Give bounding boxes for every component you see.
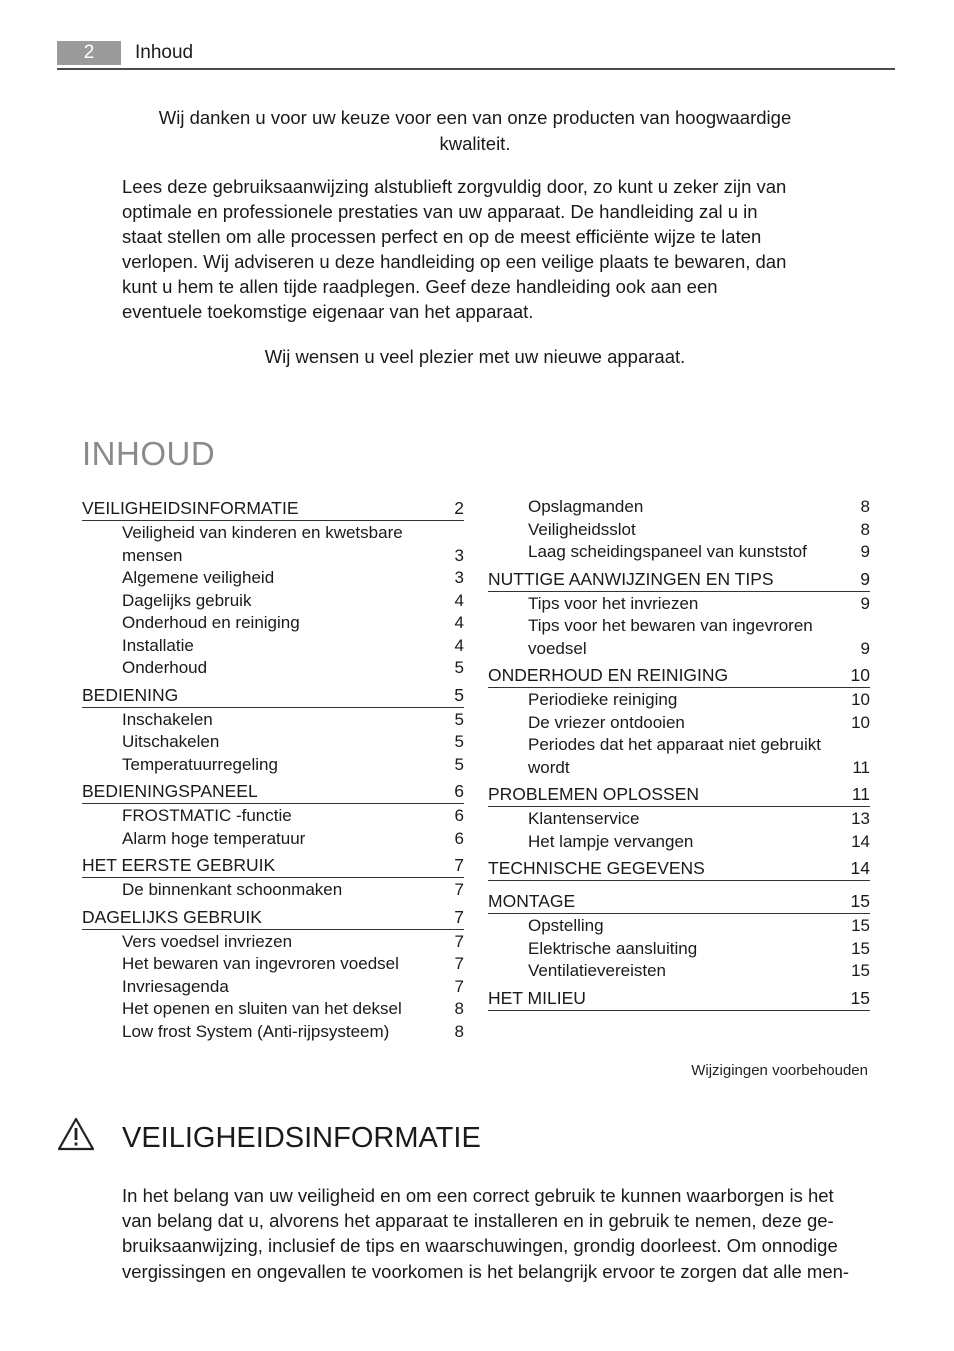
toc-section-page: 11 <box>851 784 870 804</box>
toc-entry-text: Invriesagenda <box>122 976 229 996</box>
toc-entry <box>122 657 464 680</box>
toc-entry-text: Uitschakelen <box>122 732 220 751</box>
toc-entry-page: 3 <box>454 568 464 587</box>
toc-entry-text: Installatie <box>122 635 194 655</box>
toc-entry-line <box>122 1021 464 1044</box>
toc-entry-line <box>122 635 464 658</box>
toc-section-heading <box>82 853 464 878</box>
changes-note: Wijzigingen voorbehouden <box>691 1062 868 1079</box>
page-number: 2 <box>57 41 121 65</box>
toc-entry-page: 7 <box>454 931 464 951</box>
toc-entry-line <box>528 638 870 661</box>
intro-thanks <box>122 105 828 156</box>
intro-line: Lees deze gebruiksaanwijzing alstublieft zorgvuldig door, zo kunt u zeker zijn van <box>122 176 787 197</box>
toc-section-items <box>488 592 870 664</box>
toc-entry-page: 14 <box>851 831 870 851</box>
toc-section <box>488 567 870 664</box>
toc-section-title: HET MILIEU <box>488 987 586 1008</box>
toc-entry <box>122 567 464 590</box>
toc-entry-text: Het openen en sluiten van het deksel <box>122 999 402 1018</box>
safety-line: bruiksaanwijzing, inclusief de tips en waarschuwingen, grondig doorleest. Om onnodige <box>122 1235 838 1257</box>
toc-entry-page: 15 <box>851 916 870 935</box>
toc-section <box>488 856 870 889</box>
toc-section-heading <box>82 905 464 930</box>
toc-entry-line <box>122 828 464 851</box>
toc-entry-page: 9 <box>860 638 870 658</box>
toc-section-heading <box>488 856 870 881</box>
intro-thanks-line: kwaliteit. <box>439 132 511 154</box>
toc-entry-line <box>528 808 870 831</box>
toc-entry-line <box>122 657 464 680</box>
toc-section <box>82 853 464 905</box>
toc-entry-line <box>122 976 464 999</box>
safety-line: vergissingen en ongevallen te voorkomen is het belangrijk ervoor te zorgen dat alle men- <box>122 1260 850 1282</box>
toc-section-title: VEILIGHEIDSINFORMATIE <box>82 498 299 518</box>
intro-line: staat stellen om alle processen perfect en op de meest efficiënte wijze te laten <box>122 226 762 247</box>
toc-entry-page: 5 <box>454 709 464 729</box>
intro-wish: Wij wensen u veel plezier met uw nieuwe apparaat. <box>264 346 686 367</box>
toc-section-heading <box>82 779 464 804</box>
toc-entry <box>122 828 464 851</box>
toc-entry <box>528 915 870 938</box>
toc-section <box>82 779 464 853</box>
toc-section-title: PROBLEMEN OPLOSSEN <box>488 784 700 804</box>
toc-entry-text: Low frost System (Anti-rijpsysteem) <box>122 1021 390 1041</box>
toc-entry-text: Veiligheidsslot <box>528 519 636 539</box>
toc-section <box>488 986 870 1019</box>
toc-section-items <box>488 1011 870 1019</box>
toc-entry-page: 4 <box>454 590 464 610</box>
toc-entry-page: 8 <box>860 519 870 539</box>
toc-entry-text: Algemene veiligheid <box>122 568 275 587</box>
toc-entry <box>528 496 870 519</box>
toc-entry-line <box>528 757 870 780</box>
toc-entry-page: 6 <box>454 806 464 825</box>
toc-entry-page: 5 <box>454 732 464 751</box>
toc-entry <box>122 522 464 567</box>
toc-entry-page: 15 <box>851 938 870 958</box>
toc-entry-text: wordt <box>528 757 570 777</box>
toc-entry <box>122 805 464 828</box>
toc-entry-text: Elektrische aansluiting <box>528 938 698 958</box>
toc-entry-line <box>122 612 464 635</box>
toc-entry <box>528 593 870 616</box>
toc-entry-line <box>122 879 464 902</box>
toc-entry-text: Dagelijks gebruik <box>122 590 252 610</box>
toc-entry-text: Opslagmanden <box>528 497 644 516</box>
toc-section-items <box>82 878 464 905</box>
toc-entry <box>122 1021 464 1044</box>
toc-entry-text: Laag scheidingspaneel van kunststof <box>528 542 807 561</box>
toc-entry <box>122 976 464 999</box>
toc-entry <box>122 754 464 777</box>
toc-section-page: 10 <box>850 665 870 685</box>
toc-entry-line <box>528 593 870 616</box>
toc-entry <box>528 960 870 983</box>
toc-section-heading <box>488 889 870 914</box>
toc-entry-page: 13 <box>851 809 870 828</box>
toc-entry-text: De vriezer ontdooien <box>528 712 685 732</box>
toc-entry-text: voedsel <box>528 638 587 658</box>
toc-entry <box>528 519 870 542</box>
toc-entry <box>122 590 464 613</box>
toc-entry-text: Temperatuurregeling <box>122 754 278 774</box>
toc-section <box>82 905 464 1047</box>
toc-section <box>488 782 870 856</box>
toc-section-heading <box>82 496 464 521</box>
toc-entry-page: 7 <box>454 880 464 899</box>
warning-triangle-icon <box>57 1117 95 1151</box>
toc-title: INHOUD <box>82 435 216 472</box>
toc-entry <box>528 734 870 779</box>
toc-entry-page: 10 <box>851 690 870 709</box>
toc-entry-line <box>122 998 464 1021</box>
toc-entry-text: Ventilatievereisten <box>528 961 666 980</box>
toc-entry-line <box>122 805 464 828</box>
toc-entry <box>528 831 870 854</box>
toc-entry-page: 9 <box>860 593 870 613</box>
toc-entry <box>528 712 870 735</box>
toc-entry-line <box>122 567 464 590</box>
toc-section-title: DAGELIJKS GEBRUIK <box>82 906 262 927</box>
toc-entry <box>122 635 464 658</box>
toc-entry-page: 5 <box>454 754 464 774</box>
toc-entry <box>528 615 870 660</box>
toc-entry-text: Inschakelen <box>122 709 213 729</box>
intro-line: verlopen. Wij adviseren u deze handleiding op een veilige plaats te bewaren, dan <box>122 251 787 272</box>
toc-section-title: BEDIENING <box>82 684 179 705</box>
toc-section-page: 14 <box>850 858 870 878</box>
toc-section-items <box>488 914 870 986</box>
toc-entry-text: Alarm hoge temperatuur <box>122 828 306 848</box>
intro-line: kunt u hem te allen tijde raadplegen. Geef deze handleiding ook aan een <box>122 276 718 297</box>
toc-entry-text: Vers voedsel invriezen <box>122 931 293 951</box>
toc-section-page: 5 <box>454 684 464 705</box>
toc-entry-text: Het bewaren van ingevroren voedsel <box>122 954 399 973</box>
toc-section-page: 9 <box>860 568 870 589</box>
toc-section-items <box>488 807 870 856</box>
toc-entry-line <box>528 519 870 542</box>
toc-section-heading <box>82 683 464 708</box>
toc-section-items <box>82 708 464 780</box>
toc-entry <box>528 808 870 831</box>
toc-entry-line <box>528 615 870 638</box>
toc-entry-page: 11 <box>852 757 870 777</box>
toc-entry-page: 15 <box>851 961 870 980</box>
toc-entry <box>528 938 870 961</box>
toc-entry-page: 8 <box>860 497 870 516</box>
toc-entry-page: 3 <box>454 545 464 565</box>
toc-entry-text: Tips voor het bewaren van ingevroren <box>528 616 813 635</box>
toc-entry-text: Klantenservice <box>528 809 640 828</box>
toc-section-title: MONTAGE <box>488 891 576 911</box>
toc-section-items <box>488 688 870 782</box>
toc-entry-text: Periodieke reiniging <box>528 690 678 709</box>
toc-continued-items <box>488 496 870 567</box>
toc-entry-line <box>122 931 464 954</box>
toc-entry-line <box>528 734 870 757</box>
intro-thanks-line: Wij danken u voor uw keuze voor een van onze producten van hoogwaardige <box>158 107 792 128</box>
toc-section-items <box>82 521 464 683</box>
toc-entry-page: 10 <box>851 712 870 732</box>
toc-entry-line <box>528 541 870 564</box>
section-title: VEILIGHEIDSINFORMATIE <box>122 1122 481 1154</box>
toc-entry-page: 8 <box>454 1021 464 1041</box>
toc-entry-page: 5 <box>454 658 464 677</box>
toc-section-title: BEDIENINGSPANEEL <box>82 781 258 801</box>
toc-section-title: ONDERHOUD EN REINIGING <box>488 665 729 685</box>
toc-entry-text: Tips voor het invriezen <box>528 593 699 613</box>
toc-entry-page: 6 <box>454 828 464 848</box>
toc-section-title: NUTTIGE AANWIJZINGEN EN TIPS <box>488 568 774 589</box>
toc-entry-page: 4 <box>454 635 464 655</box>
toc-section-heading <box>488 567 870 592</box>
toc-section-heading <box>488 663 870 688</box>
toc-section-page: 2 <box>454 498 464 518</box>
toc-entry-line <box>528 689 870 712</box>
toc-entry-line <box>122 754 464 777</box>
toc-entry-page: 4 <box>454 613 464 632</box>
toc-left-column <box>82 496 464 1046</box>
toc-entry <box>528 541 870 564</box>
toc-entry <box>122 879 464 902</box>
toc-entry-line <box>528 960 870 983</box>
intro-line: optimale en professionele prestaties van uw apparaat. De handleiding zal u in <box>122 201 758 222</box>
toc-entry-line <box>122 545 464 568</box>
toc-section-page: 15 <box>850 987 870 1008</box>
toc-entry <box>122 612 464 635</box>
toc-entry <box>122 931 464 954</box>
toc-entry-text: FROSTMATIC -functie <box>122 806 292 825</box>
toc-section-page: 7 <box>454 855 464 875</box>
toc-entry-line <box>122 522 464 545</box>
toc-entry-line <box>528 938 870 961</box>
toc-section <box>82 683 464 780</box>
toc-section-items <box>82 804 464 853</box>
toc-section-items <box>82 930 464 1047</box>
toc-entry-line <box>122 953 464 976</box>
toc-section <box>488 663 870 782</box>
toc-entry-line <box>528 712 870 735</box>
intro-paragraph <box>122 174 838 324</box>
toc-section-page: 15 <box>850 891 870 911</box>
toc-entry-line <box>528 915 870 938</box>
toc-entry-line <box>122 590 464 613</box>
intro-line: eventuele toekomstige eigenaar van het apparaat. <box>122 301 534 322</box>
toc-section-title: HET EERSTE GEBRUIK <box>82 855 276 875</box>
safety-line: In het belang van uw veiligheid en om een correct gebruik te kunnen waarborgen is het <box>122 1185 834 1206</box>
running-header-title: Inhoud <box>135 42 194 63</box>
toc-entry-page: 9 <box>860 542 870 561</box>
safety-paragraph <box>122 1183 897 1284</box>
toc-entry <box>122 731 464 754</box>
toc-section <box>488 889 870 986</box>
toc-entry-text: Veiligheid van kinderen en kwetsbare <box>122 523 403 542</box>
toc-entry <box>122 709 464 732</box>
toc-entry <box>528 689 870 712</box>
toc-entry-text: Het lampje vervangen <box>528 831 694 851</box>
toc-entry-text: Opstelling <box>528 916 604 935</box>
toc-entry-text: De binnenkant schoonmaken <box>122 880 343 899</box>
toc-entry-text: Onderhoud en reiniging <box>122 613 300 632</box>
toc-right-column <box>488 496 870 1019</box>
toc-section-title: TECHNISCHE GEGEVENS <box>488 858 705 878</box>
header-rule <box>57 68 895 70</box>
toc-entry-line <box>122 731 464 754</box>
toc-entry-text: Periodes dat het apparaat niet gebruikt <box>528 735 821 754</box>
toc-entry-line <box>122 709 464 732</box>
toc-section-page: 6 <box>454 781 464 801</box>
toc-section <box>82 496 464 683</box>
safety-line: van belang dat u, alvorens het apparaat te installeren en in gebruik te nemen, deze ge- <box>122 1210 834 1232</box>
toc-entry-page: 7 <box>454 976 464 996</box>
toc-section-heading <box>488 986 870 1011</box>
toc-entry <box>122 998 464 1021</box>
toc-section-items <box>488 881 870 889</box>
toc-entry-page: 7 <box>454 954 464 973</box>
toc-entry-page: 8 <box>454 999 464 1018</box>
toc-entry <box>122 953 464 976</box>
toc-entry-text: Onderhoud <box>122 658 208 677</box>
toc-entry-line <box>528 831 870 854</box>
toc-entry-text: mensen <box>122 545 183 565</box>
toc-section-heading <box>488 782 870 807</box>
toc-section-page: 7 <box>454 906 464 927</box>
toc-entry-line <box>528 496 870 519</box>
